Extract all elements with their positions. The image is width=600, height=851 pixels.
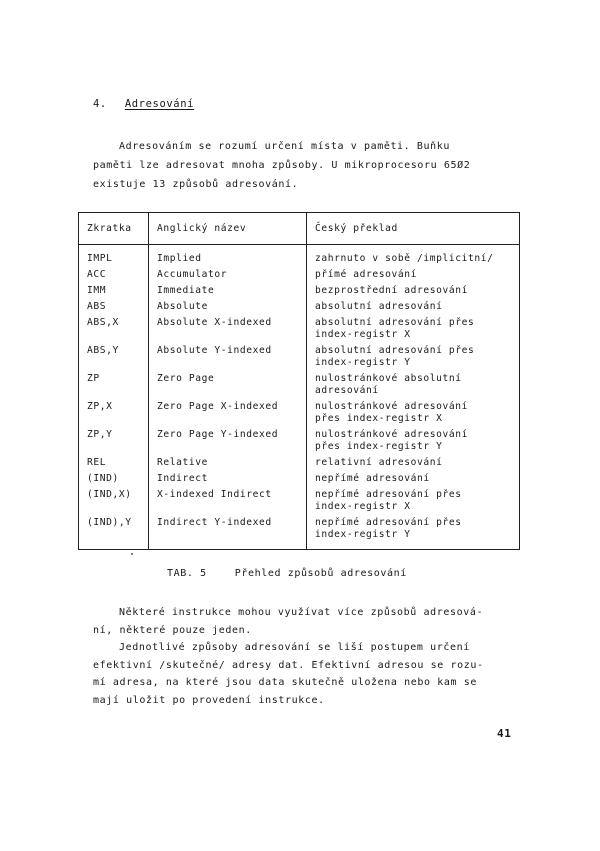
- czech-translation-cell: absolutní adresování přes index-registr X: [307, 317, 520, 345]
- stray-dot: [131, 553, 133, 555]
- czech-translation-cell: bezprostřední adresování: [307, 285, 520, 301]
- body-line: ní, některé pouze jeden.: [93, 624, 252, 636]
- abbreviation-cell: (IND): [79, 473, 149, 489]
- table-row: [79, 401, 520, 429]
- english-name-cell: Implied: [149, 245, 307, 270]
- english-name-cell: Zero Page: [149, 373, 307, 401]
- caption-text: Přehled způsobů adresování: [234, 568, 407, 579]
- section-heading: [93, 98, 194, 110]
- table-row: [79, 301, 520, 317]
- english-name-cell: Indirect: [149, 473, 307, 489]
- czech-translation-cell: absolutní adresování přes index-registr Y: [307, 345, 520, 373]
- intro-line: Adresováním se rozumí určení místa v paměti. Buňku: [119, 141, 451, 152]
- table-row: [79, 269, 520, 285]
- section-title: Adresování: [124, 98, 195, 110]
- czech-translation-cell: přímé adresování: [307, 269, 520, 285]
- intro-line: paměti lze adresovat mnoha způsoby. U mikroprocesoru 65Ø2: [93, 160, 471, 171]
- body-line: Jednotlivé způsoby adresování se liší postupem určení: [119, 642, 470, 653]
- table-row: [79, 517, 520, 550]
- table-body: [79, 245, 520, 550]
- header-english-name: Anglický název: [149, 213, 307, 245]
- table-header-row: [79, 213, 520, 245]
- czech-translation-cell: zahrnuto v sobě /implicitní/: [307, 245, 520, 270]
- czech-translation-cell: nulostránkové absolutní adresování: [307, 373, 520, 401]
- page-number: 41: [497, 727, 512, 740]
- header-czech-translation: Český překlad: [307, 213, 520, 245]
- table-caption: [167, 568, 407, 579]
- section-number: 4.: [93, 98, 107, 110]
- intro-line: existuje 13 způsobů adresování.: [93, 179, 299, 190]
- english-name-cell: Absolute Y-indexed: [149, 345, 307, 373]
- table-row: [79, 345, 520, 373]
- english-name-cell: Relative: [149, 457, 307, 473]
- table-row: [79, 245, 520, 270]
- czech-translation-cell: nepřímé adresování: [307, 473, 520, 489]
- english-name-cell: Absolute: [149, 301, 307, 317]
- table-row: [79, 317, 520, 345]
- abbreviation-cell: (IND),Y: [79, 517, 149, 550]
- caption-label: TAB. 5: [167, 568, 207, 579]
- table-row: [79, 285, 520, 301]
- table-row: [79, 473, 520, 489]
- body-paragraphs: [93, 604, 523, 709]
- abbreviation-cell: ZP: [79, 373, 149, 401]
- intro-paragraph: [93, 137, 523, 194]
- czech-translation-cell: absolutní adresování: [307, 301, 520, 317]
- abbreviation-cell: ABS,Y: [79, 345, 149, 373]
- header-abbreviation: Zkratka: [79, 213, 149, 245]
- body-line: mí adresa, na které jsou data skutečně uložena nebo kam se: [93, 677, 477, 688]
- english-name-cell: Absolute X-indexed: [149, 317, 307, 345]
- abbreviation-cell: ACC: [79, 269, 149, 285]
- czech-translation-cell: nepřímé adresování přes index-registr X: [307, 489, 520, 517]
- abbreviation-cell: ABS: [79, 301, 149, 317]
- abbreviation-cell: ZP,Y: [79, 429, 149, 457]
- czech-translation-cell: nulostránkové adresování přes index-registr Y: [307, 429, 520, 457]
- table-row: [79, 489, 520, 517]
- czech-translation-cell: nepřímé adresování přes index-registr Y: [307, 517, 520, 550]
- english-name-cell: Indirect Y-indexed: [149, 517, 307, 550]
- english-name-cell: Zero Page Y-indexed: [149, 429, 307, 457]
- body-line: mají uložit po provedení instrukce.: [93, 694, 325, 706]
- english-name-cell: Immediate: [149, 285, 307, 301]
- abbreviation-cell: ABS,X: [79, 317, 149, 345]
- czech-translation-cell: relativní adresování: [307, 457, 520, 473]
- abbreviation-cell: IMM: [79, 285, 149, 301]
- addressing-modes-table: [78, 212, 520, 550]
- table-row: [79, 429, 520, 457]
- abbreviation-cell: REL: [79, 457, 149, 473]
- czech-translation-cell: nulostránkové adresování přes index-registr X: [307, 401, 520, 429]
- abbreviation-cell: IMPL: [79, 245, 149, 270]
- table-row: [79, 373, 520, 401]
- table-row: [79, 457, 520, 473]
- english-name-cell: Accumulator: [149, 269, 307, 285]
- body-line: efektivní /skutečné/ adresy dat. Efektivní adresou se rozu-: [93, 659, 484, 671]
- body-line: Některé instrukce mohou využívat více způsobů adresová-: [119, 607, 484, 618]
- abbreviation-cell: (IND,X): [79, 489, 149, 517]
- english-name-cell: X-indexed Indirect: [149, 489, 307, 517]
- abbreviation-cell: ZP,X: [79, 401, 149, 429]
- english-name-cell: Zero Page X-indexed: [149, 401, 307, 429]
